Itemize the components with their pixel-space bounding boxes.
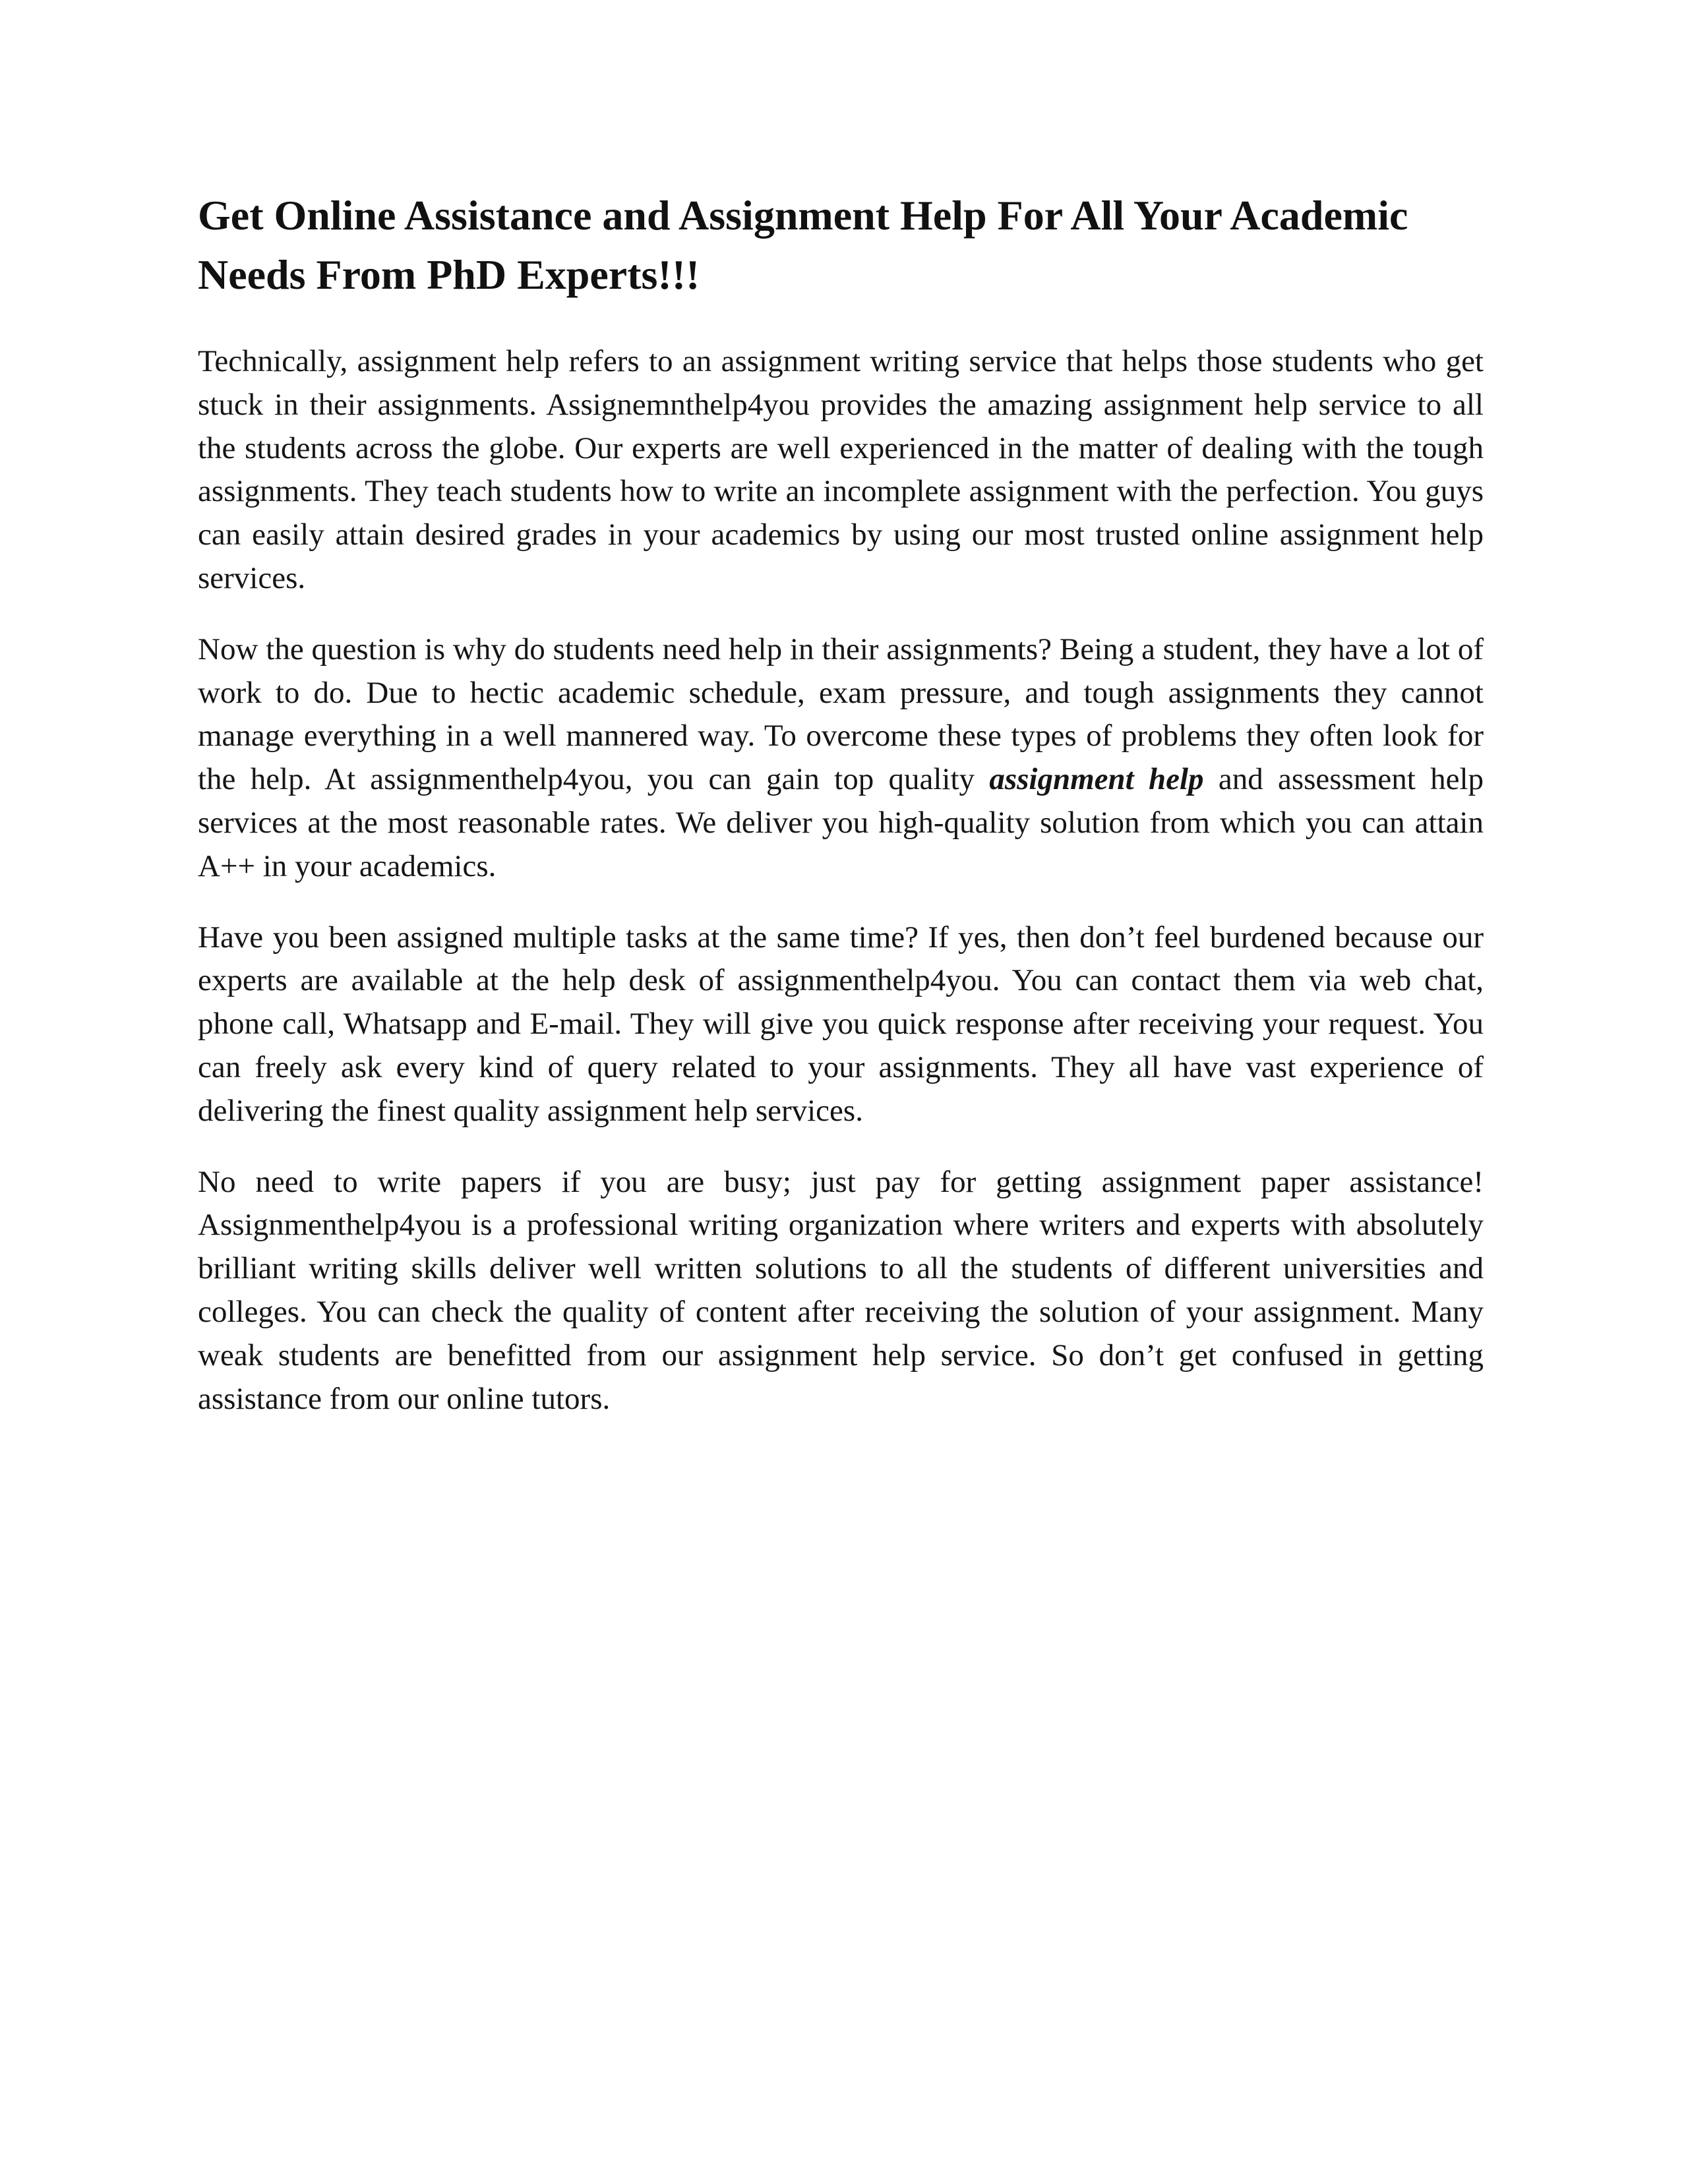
paragraph-1: Technically, assignment help refers to an assignment writing service that helps those students who get stuck in their assignments. Assignemnthelp4you provides the amazing assignment help service to all the students across the globe. Our experts are well experienced in the matter of dealing with the tough assignments. They teach students how to write an incomplete assignment with the perfection. You guys can easily attain desired grades in your academics by using our most trusted online assignment help services. [198, 344, 1484, 595]
paragraph-2-emphasis: assignment help [989, 762, 1204, 797]
paragraph-3: Have you been assigned multiple tasks at the same time? If yes, then don’t feel burdened because our experts are available at the help desk of assignmenthelp4you. You can contact them via web chat, phone call, Whatsapp and E-mail. They will give you quick response after receiving your request. You can freely ask every kind of query related to your assignments. They all have vast experience of delivering the finest quality assignment help services. [198, 920, 1484, 1128]
paragraph-2-text-after: and assessment help services at the most reasonable rates. We deliver you high-quality solution from which you can attain A++ in your academics. [198, 762, 1484, 883]
paragraph-2 [198, 628, 1484, 889]
paragraph-2-text-before: Now the question is why do students need help in their assignments? Being a student, they have a lot of work to do. Due to hectic academic schedule, exam pressure, and tough assignments they cannot manage everything in a well mannered way. To overcome these types of problems they often look for the help. At assignmenthelp4you, you can gain top quality [198, 632, 1484, 797]
document-title: Get Online Assistance and Assignment Help For All Your Academic Needs From PhD Experts!!! [198, 192, 1408, 298]
paragraph-4: No need to write papers if you are busy; just pay for getting assignment paper assistance! Assignmenthelp4you is a professional writing organization where writers and experts with absolutely brilliant writing skills deliver well written solutions to all the students of different universities and colleges. You can check the quality of content after receiving the solution of your assignment. Many weak students are benefitted from our assignment help service. So don’t get confused in getting assistance from our online tutors. [198, 1164, 1484, 1416]
document-body [198, 186, 1484, 1448]
